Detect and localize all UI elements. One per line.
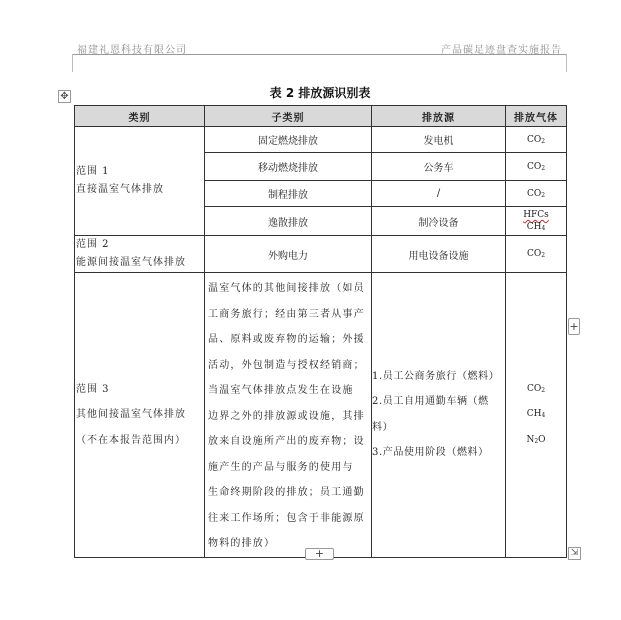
scope1-source-cell[interactable]: / [372,181,506,207]
source-line: 1.员工公商务旅行（燃料） [372,370,500,382]
gas-formula: CO [526,249,542,259]
description-line: 物料的排放） [208,538,276,549]
table-row [75,127,567,153]
gas-subscript: 4 [541,225,546,232]
source-line: 2.员工自用通勤车辆（燃 [372,396,489,408]
scope2-category-cell[interactable] [75,236,205,273]
gas-subscript: 2 [541,386,546,394]
scope1-subcategory-cell[interactable]: 制程排放 [205,181,372,207]
column-header-category[interactable]: 类别 [75,106,205,127]
scope3-gas-cell[interactable] [506,273,567,558]
column-header-subcategory[interactable]: 子类别 [205,106,372,127]
scope2-label-line1: 范围 2 [76,239,110,250]
gas-subscript: 2 [534,437,539,445]
table-move-handle-icon[interactable]: ✥ [58,90,71,103]
scope1-source-cell[interactable]: 制冷设备 [372,207,506,236]
description-line: 温室气体的其他间接排放（如员 [208,283,365,294]
scope2-label-line2: 能源间接温室气体排放 [76,257,186,268]
gas-formula: N [526,434,535,445]
description-line: 边界之外的排放源或设施，其排 [208,410,365,422]
table-resize-handle-icon[interactable]: ⇲ [568,547,581,560]
description-line: 生命终期阶段的排放；员工通勤 [208,487,365,498]
gas-formula: CO [526,383,542,394]
gas-formula: CO [526,188,542,199]
scope1-subcategory-cell[interactable]: 移动燃烧排放 [205,153,372,181]
source-line: 料） [372,421,394,433]
gas-formula-suffix: O [538,434,546,445]
scope3-category-cell[interactable] [75,273,205,558]
description-line: 工商务旅行；经由第三者从事产 [208,308,365,320]
scope2-gas-cell[interactable] [506,236,567,273]
scope1-gas-cell[interactable] [506,127,567,153]
add-column-button[interactable]: + [569,320,579,333]
scope1-gas-cell[interactable] [506,181,567,207]
scope1-category-cell[interactable] [75,127,205,236]
add-row-button[interactable]: + [305,548,334,560]
scope1-subcategory-cell[interactable]: 固定燃烧排放 [205,127,372,153]
gas-subscript: 2 [541,252,546,259]
header-report-title: 产品碳足迹盘查实施报告 [441,45,562,56]
header-company-name: 福建礼恩科技有限公司 [77,45,187,56]
gas-subscript: 2 [541,164,546,172]
emission-source-table [74,105,567,558]
gas-formula: CH [526,222,542,232]
description-line: 品、原料或废弃物的运输；外援 [208,334,365,345]
description-line: 往来工作场所；包含于非能源原 [208,512,365,524]
gas-subscript: 2 [541,191,546,199]
scope1-subcategory-cell[interactable]: 逸散排放 [205,207,372,236]
scope3-label-line3: （不在本报告范围内） [76,434,186,446]
gas-subscript: 2 [541,137,546,145]
scope1-label-line1: 范围 1 [76,166,110,177]
scope1-gas-cell[interactable] [506,153,567,181]
gas-formula: CO [526,134,542,145]
table-header-row [75,106,567,127]
scope1-gas-cell[interactable] [506,207,567,236]
scope3-label-line1: 范围 3 [76,383,110,395]
header-rule [72,54,566,55]
gas-subscript: 4 [541,412,546,419]
source-line: 3.产品使用阶段（燃料） [372,447,489,459]
description-line: 施产生的产品与服务的使用与 [208,461,354,473]
column-header-source[interactable]: 排放源 [372,106,506,127]
scope2-source-cell[interactable]: 用电设备设施 [372,236,506,273]
scope1-source-cell[interactable]: 公务车 [372,153,506,181]
description-line: 活动，外包制造与授权经销商； [208,359,365,371]
gas-formula: CH [526,409,542,419]
crop-mark-right [566,54,583,72]
table-caption: 表 2 排放源识别表 [269,86,371,100]
description-line: 放来自设施所产出的废弃物；设 [208,436,365,447]
table-row [75,236,567,273]
gas-formula-hfcs: HFCs [523,210,549,220]
gas-formula: CO [526,161,542,172]
scope3-label-line2: 其他间接温室气体排放 [76,409,186,420]
column-header-gas[interactable]: 排放气体 [506,106,567,127]
scope1-source-cell[interactable]: 发电机 [372,127,506,153]
description-line: 当温室气体排放点发生在设施 [208,385,354,396]
scope3-source-cell[interactable] [372,273,506,558]
scope3-description-cell[interactable] [205,273,372,558]
scope2-subcategory-cell[interactable]: 外购电力 [205,236,372,273]
table-row [75,273,567,558]
scope1-label-line2: 直接温室气体排放 [76,184,164,195]
crop-mark-left [56,54,73,72]
